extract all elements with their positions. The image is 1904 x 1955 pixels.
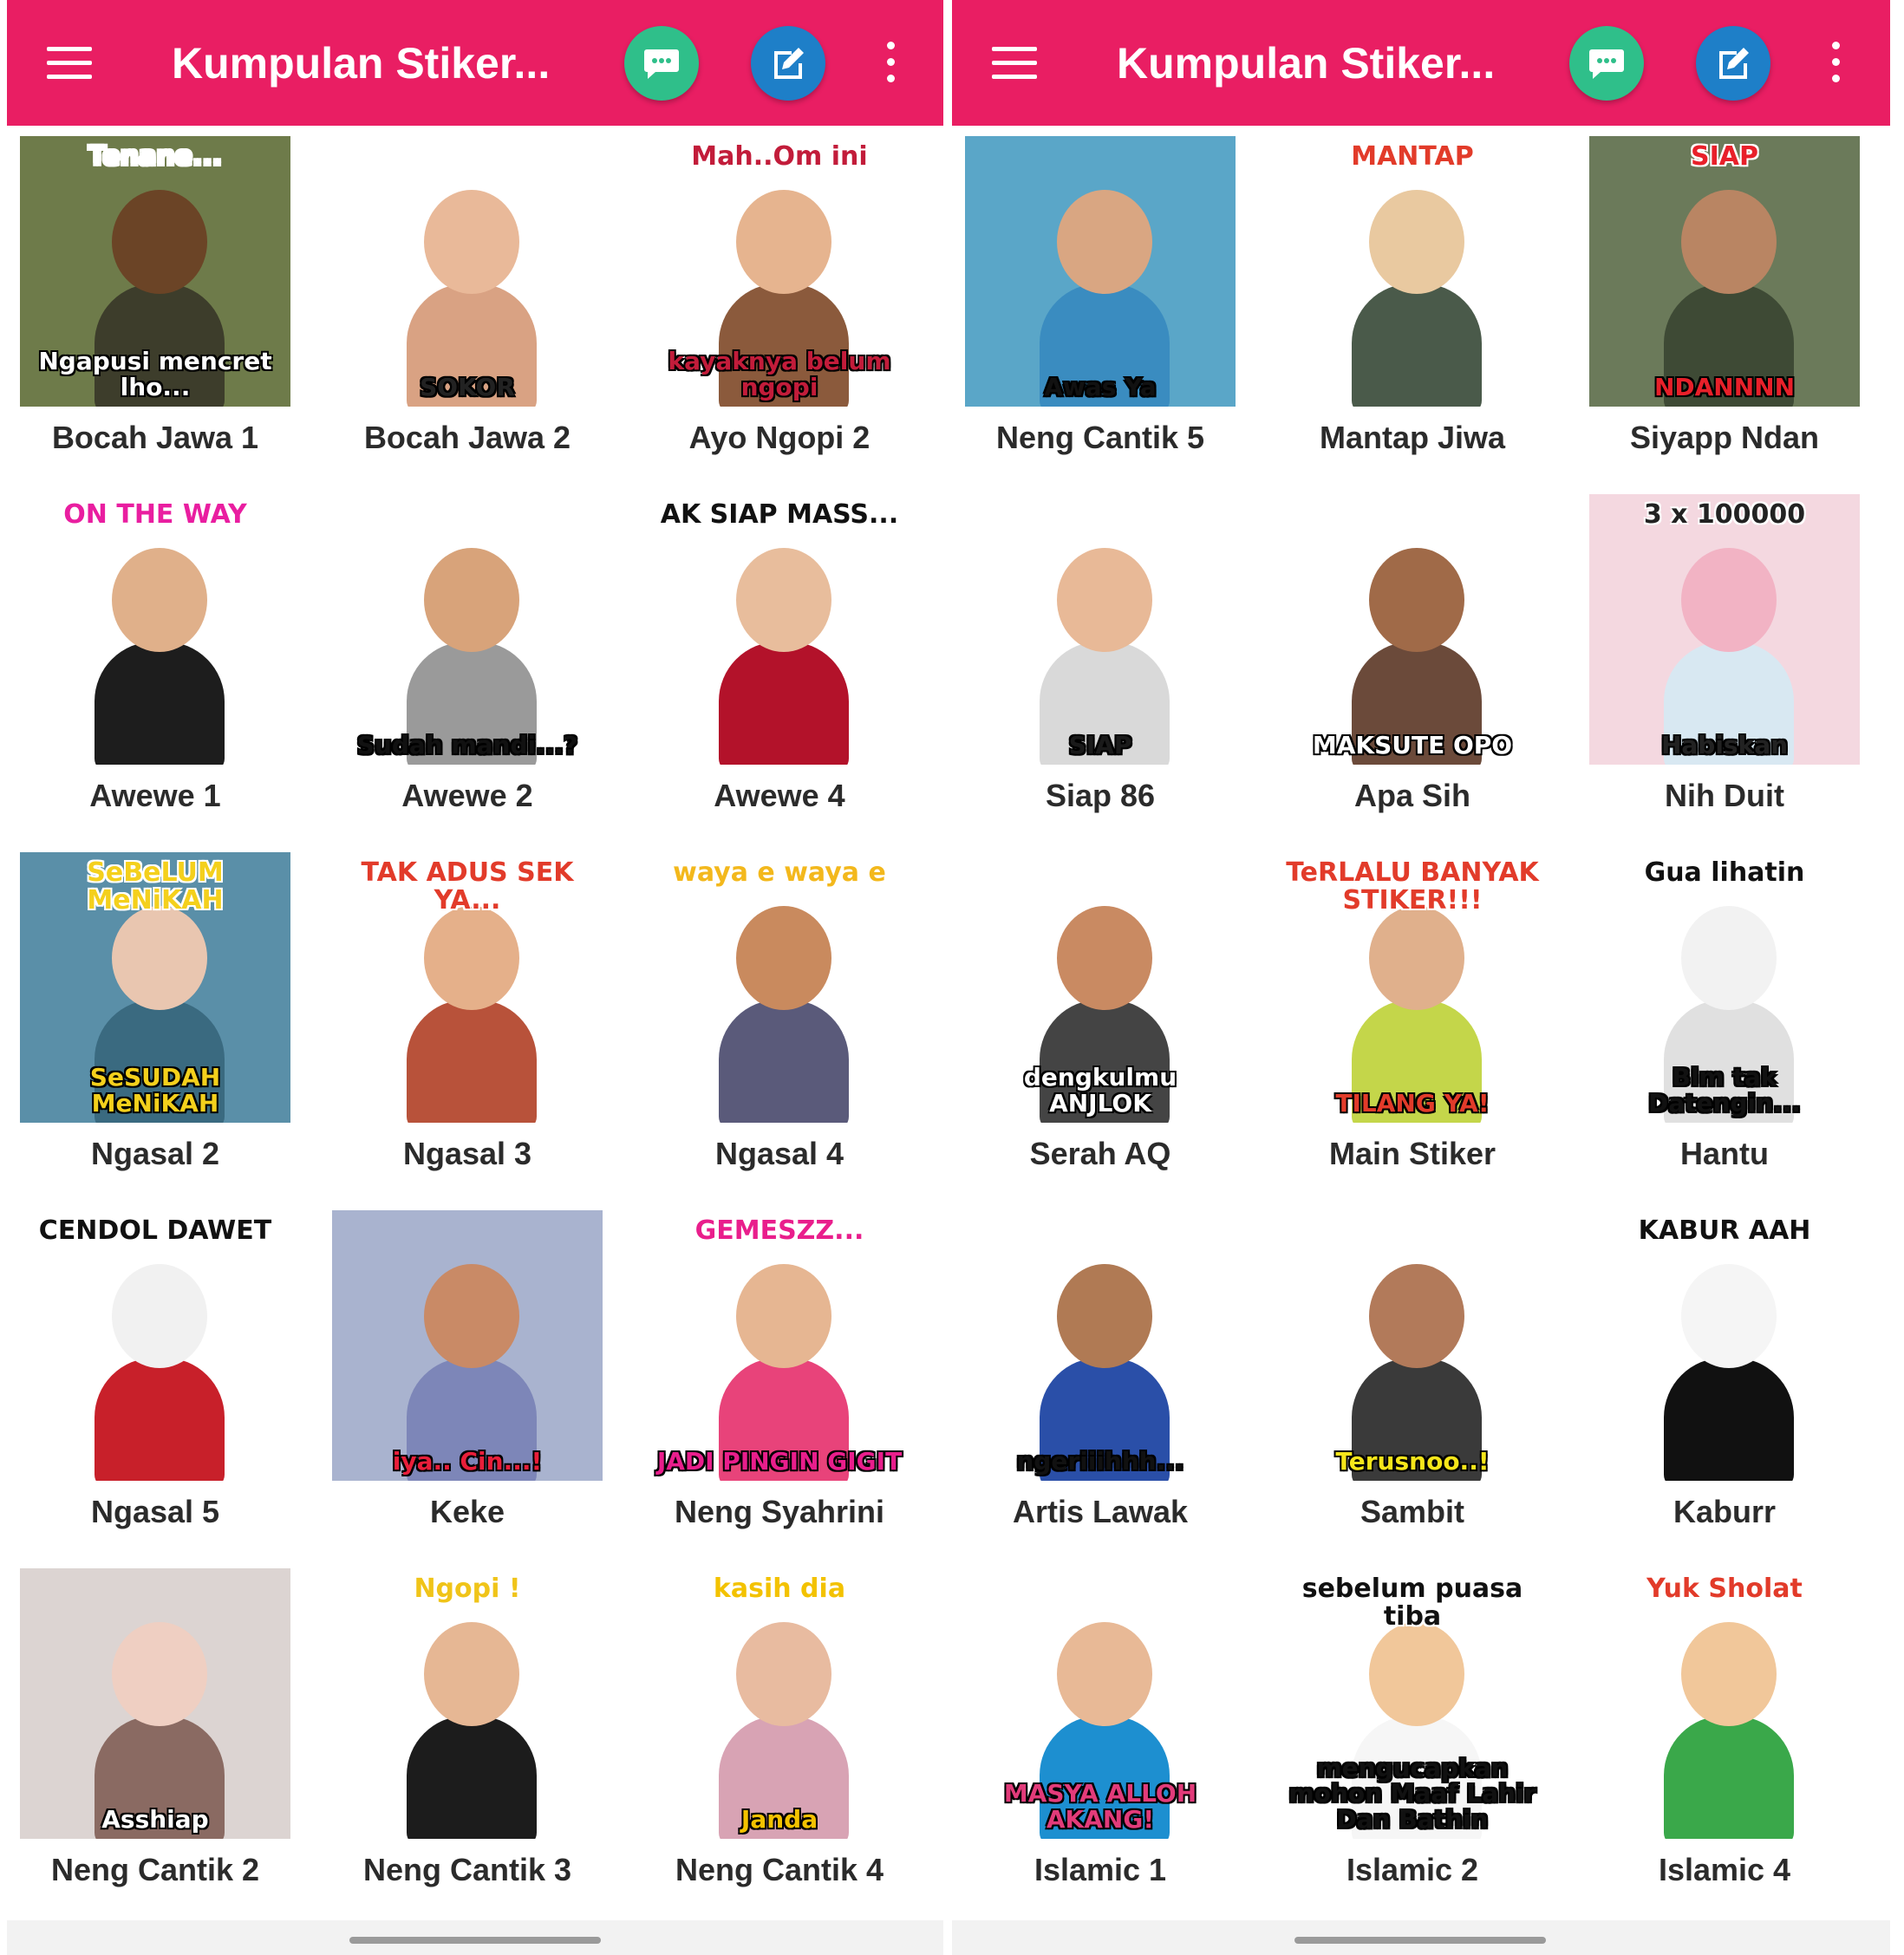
sticker-figure-head xyxy=(112,1622,207,1726)
sticker-thumbnail xyxy=(965,852,1236,1123)
sticker-caption-bottom: Awas Ya xyxy=(1044,372,1157,401)
edit-button[interactable] xyxy=(751,26,825,101)
sticker-pack-card[interactable] xyxy=(952,484,1264,822)
sticker-pack-card[interactable] xyxy=(1264,1200,1576,1538)
sticker-figure-head xyxy=(112,190,207,294)
sticker-pack-name: Hantu xyxy=(1680,1136,1769,1171)
sticker-caption-top: 3 x 100000 xyxy=(1643,499,1806,530)
sticker-figure-head xyxy=(112,548,207,652)
sticker-thumbnail xyxy=(644,136,915,407)
sticker-pack-name: Islamic 1 xyxy=(1034,1852,1167,1887)
sticker-thumbnail xyxy=(965,1568,1236,1839)
sticker-thumbnail xyxy=(644,1210,915,1481)
edit-square-icon xyxy=(769,44,807,82)
sticker-thumbnail xyxy=(644,494,915,765)
sticker-figure-head xyxy=(1057,1264,1152,1368)
sticker-thumbnail xyxy=(1277,494,1548,765)
sticker-figure-head xyxy=(1681,190,1777,294)
sticker-figure-head xyxy=(424,1264,519,1368)
sticker-pack-name: Neng Cantik 2 xyxy=(50,1852,260,1887)
sticker-figure-head xyxy=(736,548,831,652)
sticker-pack-name: Neng Cantik 3 xyxy=(362,1852,572,1887)
navigation-bar xyxy=(952,1920,1890,1955)
sticker-pack-card[interactable] xyxy=(7,1558,319,1896)
sticker-figure-body xyxy=(719,642,849,765)
more-options-icon[interactable] xyxy=(883,42,898,83)
sticker-figure-head xyxy=(1681,548,1777,652)
sticker-pack-card[interactable] xyxy=(631,1200,943,1538)
sticker-pack-name: Ngasal 3 xyxy=(402,1136,532,1171)
sticker-caption-bottom: NDANNNN xyxy=(1653,372,1796,401)
sticker-caption-top: Mah..Om ini xyxy=(691,141,868,172)
sticker-figure-head xyxy=(424,1622,519,1726)
sticker-pack-name: Kaburr xyxy=(1673,1494,1777,1529)
sticker-pack-card[interactable] xyxy=(1576,126,1888,464)
sticker-pack-name: Nih Duit xyxy=(1665,778,1784,813)
sticker-pack-card[interactable] xyxy=(319,484,631,822)
sticker-figure-head xyxy=(424,906,519,1010)
app-bar xyxy=(7,0,943,126)
edit-square-icon xyxy=(1714,44,1752,82)
sticker-thumbnail xyxy=(965,136,1236,407)
sticker-pack-name: Ngasal 4 xyxy=(714,1136,844,1171)
sticker-pack-card[interactable] xyxy=(1264,484,1576,822)
sticker-pack-card[interactable] xyxy=(631,1558,943,1896)
sticker-caption-top: SIAP xyxy=(1691,141,1758,172)
app-title: Kumpulan Stiker... xyxy=(1117,39,1496,88)
app-bar xyxy=(952,0,1890,126)
sticker-pack-card[interactable] xyxy=(319,1558,631,1896)
sticker-caption-bottom: mengucapkan mohon Maaf Lahir Dan Bathin xyxy=(1288,1753,1536,1834)
sticker-thumbnail xyxy=(20,494,290,765)
sticker-thumbnail xyxy=(1277,136,1548,407)
sticker-thumbnail xyxy=(332,1568,603,1839)
sticker-figure-head xyxy=(424,190,519,294)
sticker-caption-bottom: Habiskan xyxy=(1660,730,1789,759)
sticker-pack-name: Apa Sih xyxy=(1353,778,1470,813)
sticker-thumbnail xyxy=(1277,852,1548,1123)
sticker-caption-bottom: Janda xyxy=(740,1804,818,1834)
sticker-figure-head xyxy=(1057,906,1152,1010)
sticker-figure-head xyxy=(424,548,519,652)
sticker-caption-bottom: ngeriiihhh... xyxy=(1016,1446,1184,1476)
sticker-caption-bottom: MAKSUTE OPO xyxy=(1312,730,1513,759)
sticker-thumbnail xyxy=(1589,852,1860,1123)
sticker-caption-bottom: Terusnoo..! xyxy=(1335,1446,1490,1476)
sticker-thumbnail xyxy=(644,1568,915,1839)
sticker-figure-head xyxy=(1369,1264,1464,1368)
sticker-pack-name: Neng Syahrini xyxy=(674,1494,885,1529)
sticker-caption-top: Gua lihatin xyxy=(1644,857,1805,888)
sticker-thumbnail xyxy=(20,1210,290,1481)
phone-screen-right xyxy=(952,0,1890,1955)
sticker-pack-name: Islamic 2 xyxy=(1346,1852,1479,1887)
sticker-caption-top: HaHaHa.. xyxy=(1031,857,1170,888)
sticker-caption-top: AK SIAP MASS... xyxy=(660,499,899,530)
sticker-pack-name: Ngasal 2 xyxy=(90,1136,220,1171)
phone-screen-left xyxy=(7,0,943,1955)
sticker-caption-top: kasih dia xyxy=(713,1574,846,1604)
sticker-caption-top: waya e waya e xyxy=(673,857,886,888)
chat-button[interactable] xyxy=(1569,26,1644,101)
sticker-thumbnail xyxy=(332,852,603,1123)
sticker-pack-name: Mantap Jiwa xyxy=(1319,420,1506,455)
sticker-figure-head xyxy=(1369,190,1464,294)
sticker-grid xyxy=(7,126,943,1912)
sticker-pack-card[interactable] xyxy=(631,484,943,822)
sticker-pack-card[interactable] xyxy=(1576,484,1888,822)
sticker-caption-bottom: iya.. Cin...! xyxy=(392,1446,543,1476)
sticker-figure-head xyxy=(1369,1622,1464,1726)
sticker-pack-card[interactable] xyxy=(1264,1558,1576,1896)
sticker-caption-top: MANTAP xyxy=(1351,141,1474,172)
sticker-figure-head xyxy=(1057,548,1152,652)
sticker-pack-card[interactable] xyxy=(319,1200,631,1538)
sticker-pack-name: Bocah Jawa 1 xyxy=(51,420,259,455)
sticker-caption-top: Ngopi ! xyxy=(414,1574,521,1604)
sticker-caption-top: SeBeLUM MeNiKAH xyxy=(87,857,224,916)
sticker-pack-name: Awewe 2 xyxy=(401,778,533,813)
sticker-figure-body xyxy=(407,1716,537,1839)
sticker-figure-body xyxy=(719,1000,849,1123)
sticker-caption-top: CENDOL DAWET xyxy=(38,1215,272,1246)
sticker-thumbnail xyxy=(644,852,915,1123)
sticker-pack-card[interactable] xyxy=(952,126,1264,464)
sticker-thumbnail xyxy=(965,494,1236,765)
sticker-figure-head xyxy=(736,1264,831,1368)
sticker-caption-top: sebelum puasa tiba xyxy=(1301,1574,1523,1632)
sticker-thumbnail xyxy=(20,852,290,1123)
menu-icon[interactable] xyxy=(992,47,1037,80)
sticker-caption-top: ON THE WAY xyxy=(63,499,247,530)
sticker-thumbnail xyxy=(1589,136,1860,407)
sticker-pack-card[interactable] xyxy=(319,126,631,464)
home-indicator[interactable] xyxy=(349,1937,601,1944)
sticker-pack-card[interactable] xyxy=(1264,126,1576,464)
app-title: Kumpulan Stiker... xyxy=(172,39,551,88)
sticker-thumbnail xyxy=(332,136,603,407)
sticker-figure-body xyxy=(1664,1716,1794,1839)
sticker-pack-name: Ayo Ngopi 2 xyxy=(688,420,870,455)
chat-button[interactable] xyxy=(624,26,699,101)
sticker-pack-name: Main Stiker xyxy=(1328,1136,1496,1171)
sticker-figure-head xyxy=(1369,548,1464,652)
sticker-caption-bottom: Blm tak Datengin... xyxy=(1648,1063,1801,1118)
sticker-pack-card[interactable] xyxy=(7,484,319,822)
sticker-pack-card[interactable] xyxy=(952,1200,1264,1538)
sticker-figure-head xyxy=(736,190,831,294)
edit-button[interactable] xyxy=(1696,26,1770,101)
sticker-thumbnail xyxy=(1589,1568,1860,1839)
sticker-thumbnail xyxy=(332,1210,603,1481)
sticker-pack-card[interactable] xyxy=(1576,842,1888,1180)
sticker-pack-name: Siyapp Ndan xyxy=(1629,420,1820,455)
sticker-thumbnail xyxy=(1589,494,1860,765)
sticker-pack-card[interactable] xyxy=(7,126,319,464)
sticker-pack-name: Sambit xyxy=(1360,1494,1465,1529)
sticker-pack-name: Serah AQ xyxy=(1029,1136,1171,1171)
sticker-caption-bottom: MASYA ALLOH AKANG! xyxy=(1003,1779,1197,1834)
sticker-caption-top: Yuk Sholat xyxy=(1646,1574,1803,1604)
sticker-caption-bottom: JADI PINGIN GIGIT xyxy=(656,1446,903,1476)
sticker-caption-bottom: kayaknya belum ngopi xyxy=(668,347,891,401)
sticker-pack-name: Islamic 4 xyxy=(1658,1852,1791,1887)
sticker-caption-bottom: dengkulmu ANJLOK xyxy=(1023,1063,1177,1118)
sticker-figure-head xyxy=(736,906,831,1010)
sticker-caption-bottom: Asshiap xyxy=(101,1804,209,1834)
sticker-figure-head xyxy=(112,1264,207,1368)
sticker-pack-name: Neng Cantik 4 xyxy=(675,1852,884,1887)
sticker-caption-top: TAK ADUS SEK YA... xyxy=(361,857,574,916)
sticker-caption-bottom: SIAP xyxy=(1068,730,1132,759)
sticker-figure-head xyxy=(1057,190,1152,294)
sticker-pack-card[interactable] xyxy=(1264,842,1576,1180)
sticker-caption-top: TeRLALU BANYAK STIKER!!! xyxy=(1286,857,1539,916)
chat-bubble-icon xyxy=(1588,44,1626,82)
sticker-figure-head xyxy=(1681,1264,1777,1368)
sticker-grid xyxy=(952,126,1890,1912)
sticker-pack-card[interactable] xyxy=(1576,1200,1888,1538)
sticker-thumbnail xyxy=(1277,1210,1548,1481)
sticker-caption-bottom: TILANG YA! xyxy=(1335,1088,1490,1118)
chat-bubble-icon xyxy=(642,44,681,82)
sticker-figure-body xyxy=(1352,283,1482,407)
sticker-pack-name: Ngasal 5 xyxy=(90,1494,220,1529)
more-options-icon[interactable] xyxy=(1828,42,1843,83)
sticker-figure-body xyxy=(1664,1358,1794,1481)
sticker-pack-card[interactable] xyxy=(7,842,319,1180)
sticker-pack-name: Neng Cantik 5 xyxy=(995,420,1205,455)
sticker-pack-card[interactable] xyxy=(952,842,1264,1180)
sticker-figure-head xyxy=(1057,1622,1152,1726)
sticker-caption-top: Tenane... xyxy=(88,141,223,172)
sticker-pack-name: Artis Lawak xyxy=(1012,1494,1189,1529)
sticker-pack-card[interactable] xyxy=(631,126,943,464)
navigation-bar xyxy=(7,1920,943,1955)
sticker-pack-card[interactable] xyxy=(631,842,943,1180)
menu-icon[interactable] xyxy=(47,47,92,80)
sticker-pack-name: Bocah Jawa 2 xyxy=(363,420,571,455)
sticker-thumbnail xyxy=(20,1568,290,1839)
sticker-caption-top: KABUR AAH xyxy=(1638,1215,1811,1246)
sticker-figure-head xyxy=(1369,906,1464,1010)
sticker-figure-head xyxy=(736,1622,831,1726)
sticker-pack-card[interactable] xyxy=(1576,1558,1888,1896)
sticker-pack-card[interactable] xyxy=(952,1558,1264,1896)
sticker-figure-body xyxy=(407,1000,537,1123)
sticker-figure-head xyxy=(1681,906,1777,1010)
sticker-thumbnail xyxy=(1277,1568,1548,1839)
sticker-caption-top: GEMESZZ... xyxy=(694,1215,864,1246)
sticker-caption-bottom: Ngapusi mencret lho... xyxy=(38,347,272,401)
sticker-figure-head xyxy=(112,906,207,1010)
sticker-thumbnail xyxy=(20,136,290,407)
sticker-figure-body xyxy=(95,642,225,765)
sticker-pack-name: Siap 86 xyxy=(1045,778,1156,813)
sticker-pack-card[interactable] xyxy=(7,1200,319,1538)
sticker-figure-head xyxy=(1681,1622,1777,1726)
sticker-pack-card[interactable] xyxy=(319,842,631,1180)
sticker-caption-bottom: SOKOR xyxy=(420,372,515,401)
sticker-pack-name: Keke xyxy=(429,1494,505,1529)
sticker-thumbnail xyxy=(332,494,603,765)
sticker-figure-body xyxy=(95,1358,225,1481)
sticker-pack-name: Awewe 4 xyxy=(714,778,845,813)
home-indicator[interactable] xyxy=(1294,1937,1546,1944)
sticker-caption-bottom: SeSUDAH MeNiKAH xyxy=(89,1063,221,1118)
sticker-caption-bottom: Sudah mandi...? xyxy=(356,730,578,759)
sticker-thumbnail xyxy=(965,1210,1236,1481)
sticker-pack-name: Awewe 1 xyxy=(89,778,221,813)
sticker-thumbnail xyxy=(1589,1210,1860,1481)
